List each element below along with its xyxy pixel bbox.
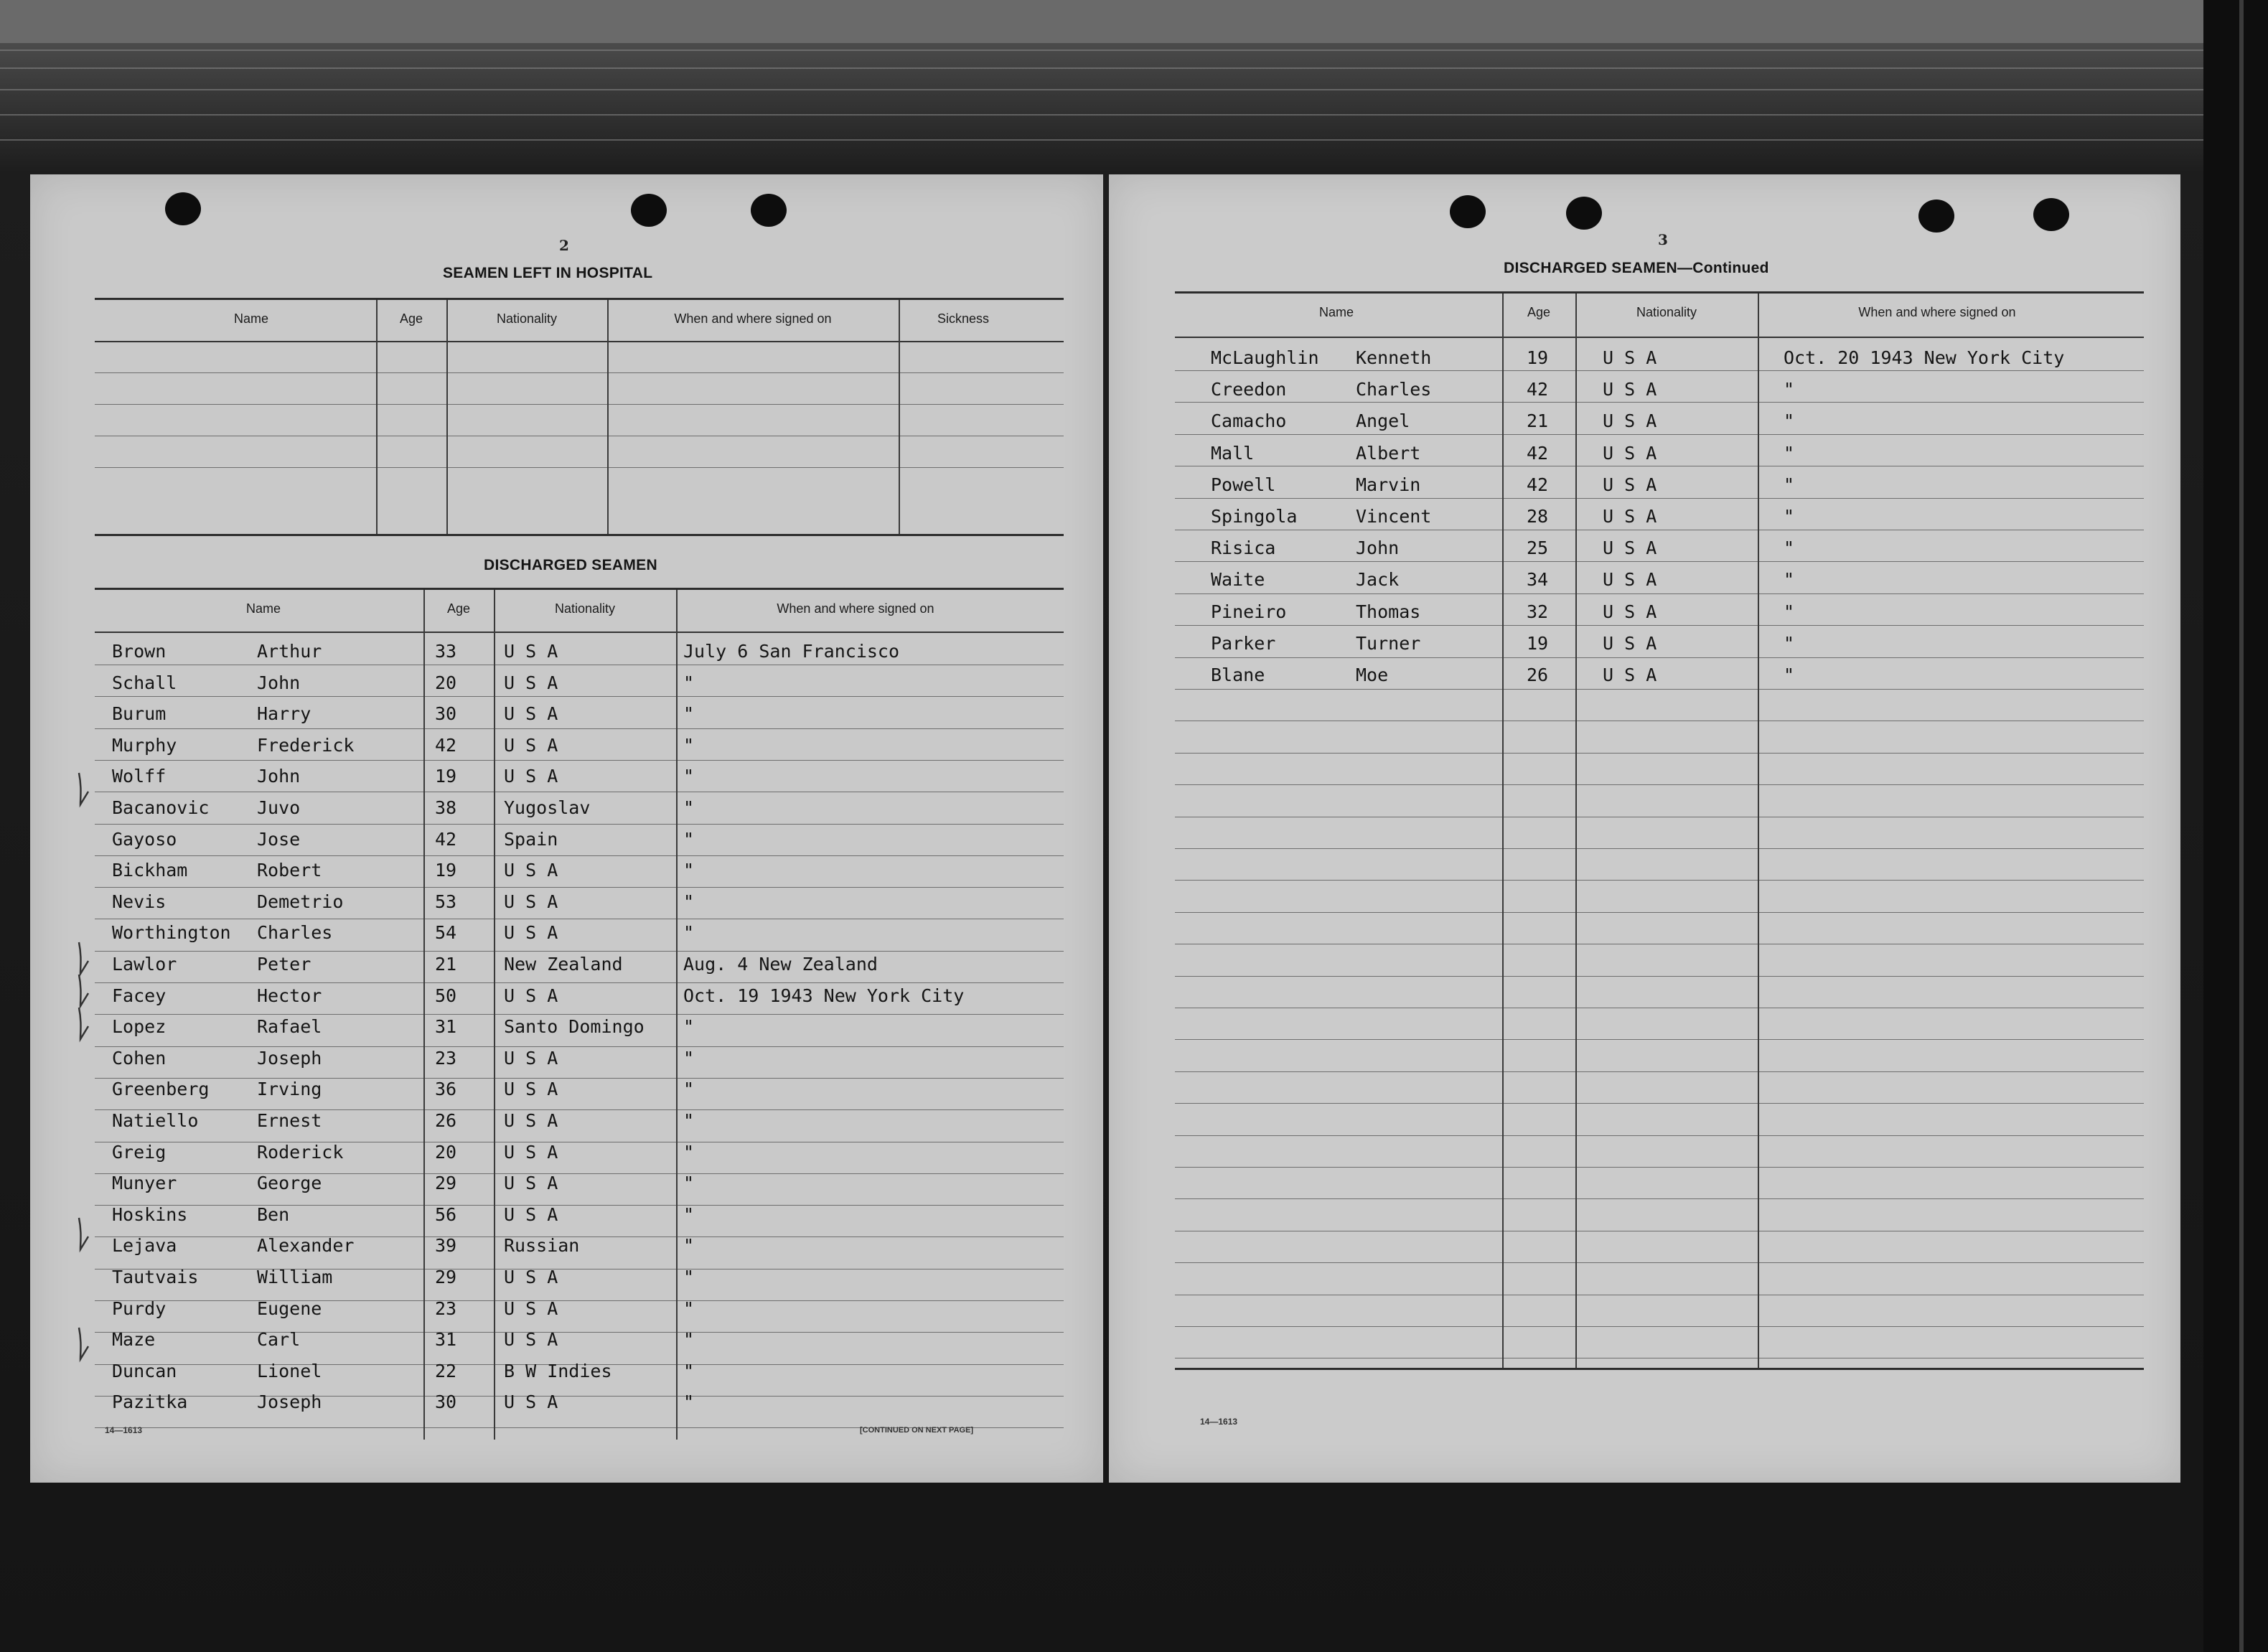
cell-age: 38	[435, 797, 457, 818]
column-rule	[446, 300, 448, 534]
cell-nationality: U S A	[504, 1391, 558, 1413]
cell-signed-on: "	[683, 891, 695, 912]
cell-given-name: William	[257, 1267, 333, 1287]
continued-note: [CONTINUED ON NEXT PAGE]	[860, 1426, 974, 1435]
binder-hole	[1566, 197, 1602, 230]
cell-surname: Pazitka	[112, 1391, 188, 1413]
cell-surname: Lejava	[112, 1235, 177, 1257]
column-rule	[1575, 294, 1577, 1370]
cell-given-name: Harry	[257, 703, 311, 725]
column-rule	[423, 590, 425, 1440]
cell-surname: Camacho	[1211, 410, 1287, 432]
column-header-age: Age	[399, 311, 423, 326]
row-rule	[1175, 1326, 2144, 1327]
cell-nationality: U S A	[1603, 569, 1657, 591]
cell-nationality: U S A	[504, 672, 558, 693]
cell-surname: Lopez	[112, 1016, 167, 1038]
binder-hole	[1918, 200, 1954, 233]
cell-signed-on: "	[683, 797, 695, 818]
cell-nationality: U S A	[1603, 442, 1657, 464]
column-header-age: Age	[446, 601, 471, 616]
cell-surname: Mall	[1211, 442, 1255, 464]
cell-age: 42	[435, 828, 457, 850]
row-rule	[95, 760, 1064, 761]
column-header-age: Age	[1527, 305, 1551, 319]
cell-surname: Greig	[112, 1141, 167, 1163]
cell-signed-on: "	[683, 1141, 695, 1163]
table-top-rule	[95, 588, 1064, 590]
row-rule	[95, 1332, 1064, 1333]
cell-nationality: Russian	[504, 1235, 580, 1257]
row-rule	[1175, 1039, 2144, 1040]
cell-nationality: U S A	[504, 1297, 558, 1319]
cell-given-name: Robert	[257, 860, 322, 881]
cell-nationality: U S A	[1603, 410, 1657, 432]
cell-nationality: U S A	[504, 1141, 558, 1163]
cell-surname: Natiello	[112, 1110, 199, 1131]
row-rule	[95, 404, 1064, 405]
cell-signed-on: "	[683, 828, 695, 850]
row-rule	[1175, 593, 2144, 594]
cell-nationality: U S A	[504, 766, 558, 787]
cell-signed-on: "	[1784, 442, 1795, 464]
table-bottom-rule	[95, 534, 1064, 536]
cell-age: 42	[435, 734, 457, 756]
row-rule	[95, 887, 1064, 888]
cell-surname: Bickham	[112, 860, 188, 881]
row-rule	[1175, 1071, 2144, 1072]
form-number: 14—1613	[1200, 1417, 1238, 1427]
row-rule	[95, 467, 1064, 468]
cell-signed-on: "	[683, 1110, 695, 1131]
cell-age: 23	[435, 1297, 457, 1319]
cell-nationality: U S A	[504, 703, 558, 725]
right-page	[1109, 174, 2180, 1483]
cell-nationality: U S A	[504, 1047, 558, 1069]
cell-age: 20	[435, 672, 457, 693]
cell-given-name: Rafael	[257, 1016, 322, 1038]
cell-signed-on: "	[683, 1235, 695, 1257]
cell-age: 33	[435, 641, 457, 662]
column-header-name: Name	[233, 311, 268, 326]
cell-signed-on: "	[1784, 474, 1795, 495]
left-page	[30, 174, 1103, 1483]
cell-age: 42	[1527, 379, 1549, 400]
cell-given-name: Jose	[257, 828, 301, 850]
column-rule	[494, 590, 495, 1440]
cell-age: 39	[435, 1235, 457, 1257]
row-rule	[95, 696, 1064, 697]
row-rule	[1175, 880, 2144, 881]
check-mark	[76, 1326, 90, 1365]
cell-surname: Risica	[1211, 538, 1276, 559]
cell-age: 29	[435, 1173, 457, 1194]
cell-given-name: Albert	[1356, 442, 1421, 464]
cell-signed-on: "	[1784, 632, 1795, 654]
cell-nationality: U S A	[504, 1329, 558, 1351]
row-rule	[1175, 689, 2144, 690]
cell-signed-on: "	[683, 734, 695, 756]
table-bottom-rule	[1175, 1368, 2144, 1370]
row-rule	[95, 1078, 1064, 1079]
cell-surname: Parker	[1211, 632, 1276, 654]
row-rule	[1175, 784, 2144, 785]
cell-age: 19	[435, 766, 457, 787]
column-rule	[376, 300, 378, 534]
cell-signed-on: "	[683, 672, 695, 693]
cell-surname: Cohen	[112, 1047, 167, 1069]
cell-nationality: Spain	[504, 828, 558, 850]
cell-nationality: U S A	[1603, 632, 1657, 654]
cell-age: 19	[1527, 347, 1549, 368]
header-rule	[95, 341, 1064, 342]
row-rule	[95, 1396, 1064, 1397]
binder-hole	[165, 192, 201, 225]
cell-nationality: U S A	[1603, 665, 1657, 685]
cell-signed-on: "	[1784, 506, 1795, 527]
cell-age: 36	[435, 1079, 457, 1100]
cell-age: 50	[435, 985, 457, 1006]
check-mark	[76, 771, 90, 810]
row-rule	[1175, 1167, 2144, 1168]
column-header-signed-on: When and where signed on	[1858, 305, 2016, 319]
cell-surname: Hoskins	[112, 1203, 188, 1225]
cell-nationality: B W Indies	[504, 1360, 612, 1381]
column-header-name: Name	[245, 601, 281, 616]
cell-given-name: Charles	[257, 922, 333, 944]
cell-nationality: U S A	[504, 1267, 558, 1287]
cell-given-name: Roderick	[257, 1141, 344, 1163]
header-rule	[95, 632, 1064, 633]
row-rule	[95, 372, 1064, 373]
cell-nationality: U S A	[504, 1110, 558, 1131]
cell-surname: Maze	[112, 1329, 156, 1351]
cell-surname: Nevis	[112, 891, 167, 912]
column-rule	[1502, 294, 1504, 1370]
cell-signed-on: "	[683, 1079, 695, 1100]
page-number: 3	[1658, 231, 1668, 248]
cell-given-name: Marvin	[1356, 474, 1421, 495]
row-rule	[1175, 370, 2144, 371]
row-rule	[95, 824, 1064, 825]
column-rule	[607, 300, 609, 534]
cell-nationality: U S A	[504, 985, 558, 1006]
hospital-heading: SEAMEN LEFT IN HOSPITAL	[443, 265, 653, 281]
cell-nationality: U S A	[1603, 506, 1657, 527]
row-rule	[95, 855, 1064, 856]
row-rule	[1175, 657, 2144, 658]
row-rule	[1175, 561, 2144, 562]
cell-given-name: George	[257, 1173, 322, 1194]
row-rule	[95, 1300, 1064, 1301]
cell-given-name: Arthur	[257, 641, 322, 662]
cell-age: 32	[1527, 601, 1549, 622]
cell-given-name: Eugene	[257, 1297, 322, 1319]
cell-age: 31	[435, 1016, 457, 1038]
cell-nationality: U S A	[1603, 474, 1657, 495]
cell-age: 26	[1527, 665, 1549, 685]
cell-signed-on: "	[1784, 665, 1795, 685]
cell-age: 54	[435, 922, 457, 944]
cell-given-name: Lionel	[257, 1360, 322, 1381]
cell-nationality: U S A	[504, 922, 558, 944]
cell-surname: Waite	[1211, 569, 1265, 591]
row-rule	[95, 1205, 1064, 1206]
binder-hole	[1450, 195, 1486, 228]
cell-given-name: John	[1356, 538, 1400, 559]
cell-surname: Facey	[112, 985, 167, 1006]
column-header-nationality: Nationality	[1636, 305, 1697, 319]
cell-surname: Schall	[112, 672, 177, 693]
cell-surname: Spingola	[1211, 506, 1298, 527]
binder-hole	[2033, 198, 2069, 231]
cell-given-name: Ernest	[257, 1110, 322, 1131]
cell-nationality: U S A	[504, 860, 558, 881]
cell-given-name: Angel	[1356, 410, 1410, 432]
cell-nationality: U S A	[504, 1173, 558, 1194]
column-header-nationality: Nationality	[554, 601, 616, 616]
cell-nationality: U S A	[504, 1079, 558, 1100]
row-rule	[1175, 1135, 2144, 1136]
cell-age: 42	[1527, 474, 1549, 495]
cell-nationality: U S A	[504, 891, 558, 912]
cell-surname: Murphy	[112, 734, 177, 756]
cell-nationality: New Zealand	[504, 954, 623, 975]
cell-age: 28	[1527, 506, 1549, 527]
cell-surname: Creedon	[1211, 379, 1287, 400]
form-number: 14—1613	[105, 1425, 143, 1435]
cell-age: 25	[1527, 538, 1549, 559]
cell-surname: Burum	[112, 703, 167, 725]
cell-surname: Powell	[1211, 474, 1276, 495]
cell-signed-on: "	[683, 1297, 695, 1319]
cell-surname: Tautvais	[112, 1267, 199, 1287]
cell-surname: Brown	[112, 641, 167, 662]
cell-signed-on: "	[1784, 379, 1795, 400]
cell-given-name: Hector	[257, 985, 322, 1006]
cell-age: 30	[435, 1391, 457, 1413]
row-rule	[1175, 434, 2144, 435]
cell-given-name: Charles	[1356, 379, 1432, 400]
cell-given-name: Juvo	[257, 797, 301, 818]
cell-surname: Greenberg	[112, 1079, 210, 1100]
column-header-sickness: Sickness	[937, 311, 990, 326]
cell-surname: Bacanovic	[112, 797, 210, 818]
cell-surname: Lawlor	[112, 954, 177, 975]
cell-signed-on: Oct. 19 1943 New York City	[683, 985, 965, 1006]
row-rule	[95, 728, 1064, 729]
cell-surname: Pineiro	[1211, 601, 1287, 622]
row-rule	[1175, 625, 2144, 626]
cell-given-name: John	[257, 766, 301, 787]
cell-age: 26	[435, 1110, 457, 1131]
column-rule	[1758, 294, 1759, 1370]
discharged-heading: DISCHARGED SEAMEN	[484, 557, 657, 573]
cell-age: 23	[435, 1047, 457, 1069]
table-top-rule	[95, 298, 1064, 300]
cell-signed-on: "	[1784, 569, 1795, 591]
cell-age: 19	[435, 860, 457, 881]
cell-nationality: U S A	[1603, 379, 1657, 400]
row-rule	[1175, 1262, 2144, 1263]
cell-surname: Duncan	[112, 1360, 177, 1381]
cell-signed-on: "	[683, 1391, 695, 1413]
cell-given-name: Ben	[257, 1203, 290, 1225]
cell-signed-on: "	[683, 703, 695, 725]
cell-nationality: U S A	[1603, 538, 1657, 559]
binder-hole	[631, 194, 667, 227]
column-header-nationality: Nationality	[496, 311, 558, 326]
header-rule	[1175, 337, 2144, 338]
cell-age: 21	[435, 954, 457, 975]
row-rule	[1175, 848, 2144, 849]
cell-age: 29	[435, 1267, 457, 1287]
cell-given-name: Demetrio	[257, 891, 344, 912]
cell-signed-on: "	[683, 1329, 695, 1351]
cell-nationality: Yugoslav	[504, 797, 591, 818]
cell-signed-on: "	[683, 1203, 695, 1225]
cell-given-name: Irving	[257, 1079, 322, 1100]
cell-signed-on: "	[1784, 410, 1795, 432]
cell-age: 56	[435, 1203, 457, 1225]
cell-given-name: John	[257, 672, 301, 693]
cell-given-name: Vincent	[1356, 506, 1432, 527]
row-rule	[1175, 402, 2144, 403]
row-rule	[95, 951, 1064, 952]
row-rule	[1175, 1198, 2144, 1199]
check-mark	[76, 1006, 90, 1045]
row-rule	[1175, 1103, 2144, 1104]
cell-given-name: Peter	[257, 954, 311, 975]
cell-surname: Purdy	[112, 1297, 167, 1319]
cell-age: 34	[1527, 569, 1549, 591]
cell-surname: Gayoso	[112, 828, 177, 850]
cell-signed-on: Aug. 4 New Zealand	[683, 954, 878, 975]
cell-given-name: Alexander	[257, 1235, 355, 1257]
cell-age: 31	[435, 1329, 457, 1351]
cell-given-name: Frederick	[257, 734, 355, 756]
cell-signed-on: July 6 San Francisco	[683, 641, 900, 662]
cell-age: 53	[435, 891, 457, 912]
cell-surname: Wolff	[112, 766, 167, 787]
cell-given-name: Joseph	[257, 1391, 322, 1413]
row-rule	[1175, 912, 2144, 913]
cell-surname: Worthington	[112, 922, 231, 944]
discharged-continued-heading: DISCHARGED SEAMEN—Continued	[1504, 260, 1769, 276]
column-rule	[676, 590, 678, 1440]
cell-signed-on: "	[683, 1047, 695, 1069]
column-header-signed-on: When and where signed on	[777, 601, 934, 616]
cell-given-name: Kenneth	[1356, 347, 1432, 368]
cell-age: 19	[1527, 632, 1549, 654]
page-number: 2	[559, 237, 569, 254]
row-rule	[95, 982, 1064, 983]
cell-given-name: Moe	[1356, 665, 1389, 685]
cell-given-name: Carl	[257, 1329, 301, 1351]
cell-signed-on: Oct. 20 1943 New York City	[1784, 347, 2065, 368]
cell-signed-on: "	[683, 1267, 695, 1287]
column-rule	[899, 300, 900, 534]
cell-given-name: Thomas	[1356, 601, 1421, 622]
row-rule	[95, 1014, 1064, 1015]
cell-age: 22	[435, 1360, 457, 1381]
cell-given-name: Turner	[1356, 632, 1421, 654]
cell-nationality: U S A	[504, 1203, 558, 1225]
row-rule	[1175, 753, 2144, 754]
cell-surname: Blane	[1211, 665, 1265, 685]
row-rule	[1175, 498, 2144, 499]
cell-nationality: U S A	[504, 641, 558, 662]
cell-age: 42	[1527, 442, 1549, 464]
cell-surname: McLaughlin	[1211, 347, 1319, 368]
cell-nationality: U S A	[504, 734, 558, 756]
cell-given-name: Joseph	[257, 1047, 322, 1069]
table-top-rule	[1175, 291, 2144, 294]
cell-signed-on: "	[1784, 538, 1795, 559]
row-rule	[95, 1109, 1064, 1110]
row-rule	[1175, 976, 2144, 977]
cell-signed-on: "	[683, 1173, 695, 1194]
cell-given-name: Jack	[1356, 569, 1400, 591]
cell-signed-on: "	[683, 860, 695, 881]
cell-age: 30	[435, 703, 457, 725]
cell-nationality: U S A	[1603, 347, 1657, 368]
column-header-signed-on: When and where signed on	[674, 311, 832, 326]
cell-signed-on: "	[683, 922, 695, 944]
cell-signed-on: "	[683, 1016, 695, 1038]
check-mark	[76, 1216, 90, 1255]
column-header-name: Name	[1318, 305, 1354, 319]
cell-nationality: Santo Domingo	[504, 1016, 645, 1038]
cell-nationality: U S A	[1603, 601, 1657, 622]
row-rule	[95, 1046, 1064, 1047]
cell-surname: Munyer	[112, 1173, 177, 1194]
row-rule	[95, 1173, 1064, 1174]
cell-age: 20	[435, 1141, 457, 1163]
cell-signed-on: "	[1784, 601, 1795, 622]
cell-signed-on: "	[683, 1360, 695, 1381]
cell-signed-on: "	[683, 766, 695, 787]
cell-age: 21	[1527, 410, 1549, 432]
binder-hole	[751, 194, 787, 227]
